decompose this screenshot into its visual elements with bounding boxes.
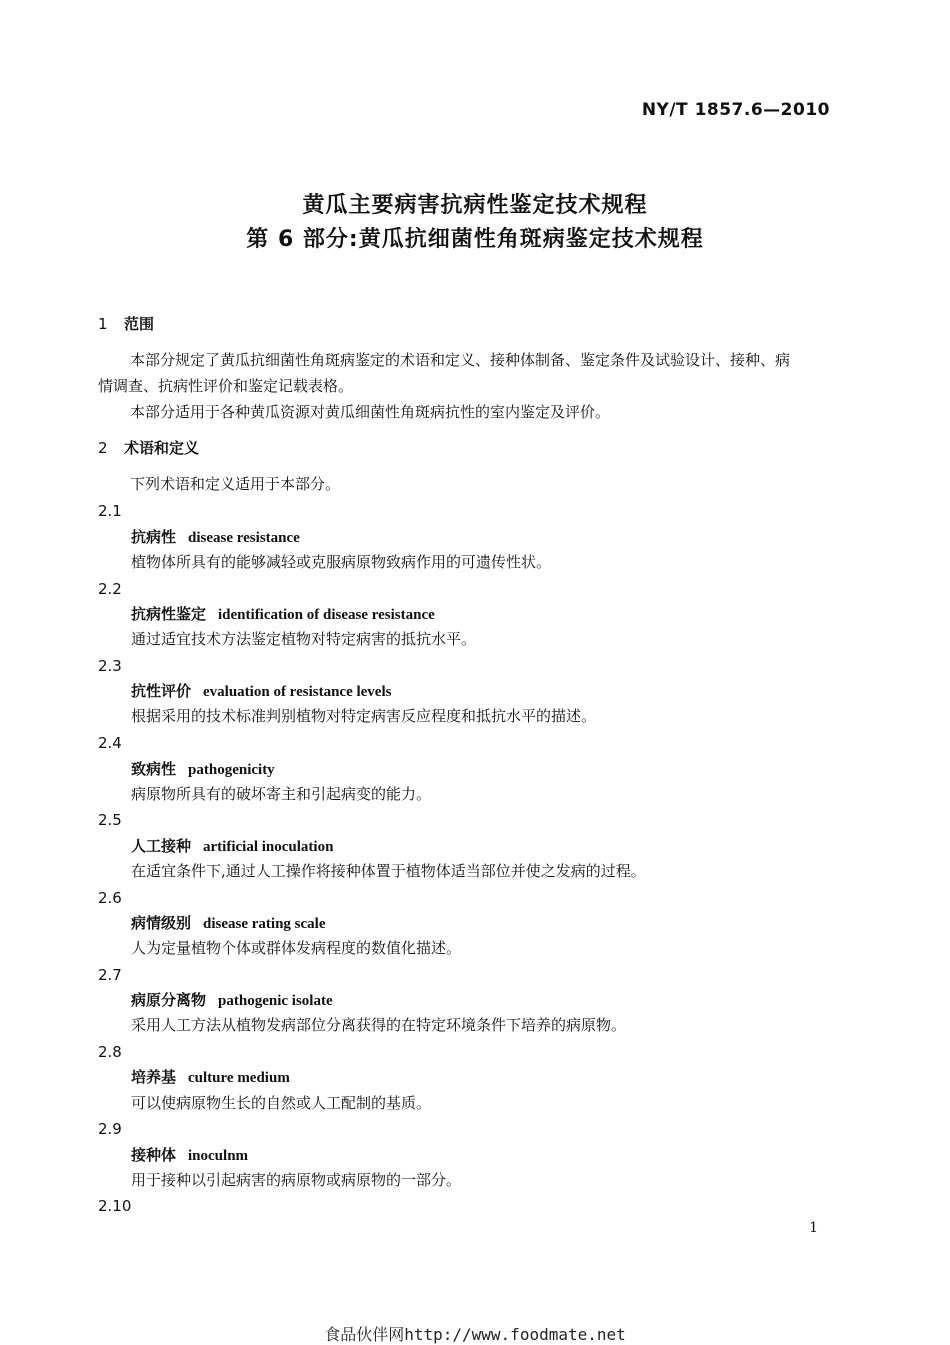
section-1-paragraph-1-cont bbox=[98, 376, 838, 396]
term-definition: 通过适宜技术方法鉴定植物对特定病害的抵抗水平。 bbox=[131, 630, 477, 648]
term-number: 2.5 bbox=[98, 811, 122, 829]
term-zh: 抗病性鉴定 bbox=[131, 605, 207, 623]
term-number: 2.8 bbox=[98, 1043, 122, 1061]
page-number: 1 bbox=[809, 1220, 818, 1236]
paragraph-line: 本部分规定了黄瓜抗细菌性角斑病鉴定的术语和定义、接种体制备、鉴定条件及试验设计、接种、病 bbox=[130, 351, 791, 369]
term-number: 2.7 bbox=[98, 966, 122, 984]
term-number: 2.10 bbox=[98, 1197, 132, 1215]
term-heading bbox=[131, 527, 300, 548]
term-zh: 抗性评价 bbox=[131, 682, 192, 700]
term-number: 2.9 bbox=[98, 1120, 122, 1138]
term-definition: 人为定量植物个体或群体发病程度的数值化描述。 bbox=[131, 939, 462, 957]
section-title: 术语和定义 bbox=[124, 439, 200, 457]
term-heading bbox=[131, 759, 275, 780]
term-heading bbox=[131, 1145, 248, 1166]
document-title: 黄瓜主要病害抗病性鉴定技术规程 bbox=[302, 193, 648, 218]
term-zh: 抗病性 bbox=[131, 528, 177, 546]
term-zh: 致病性 bbox=[131, 760, 177, 778]
section-1-paragraph-2 bbox=[98, 402, 838, 422]
section-number: 2 bbox=[98, 439, 108, 457]
term-en: disease rating scale bbox=[203, 916, 326, 932]
term-definition: 病原物所具有的破坏寄主和引起病变的能力。 bbox=[131, 785, 432, 803]
term-zh: 接种体 bbox=[131, 1146, 177, 1164]
term-en: disease resistance bbox=[188, 530, 300, 546]
term-heading bbox=[131, 990, 333, 1011]
section-2-heading bbox=[98, 438, 199, 458]
term-heading bbox=[131, 913, 326, 934]
footer-watermark: 食品伙伴网http://www.foodmate.net bbox=[324, 1325, 626, 1344]
term-number: 2.4 bbox=[98, 734, 122, 752]
term-en: pathogenic isolate bbox=[218, 993, 333, 1009]
term-en: artificial inoculation bbox=[203, 839, 334, 855]
section-1-paragraph-1 bbox=[98, 350, 838, 370]
term-zh: 病情级别 bbox=[131, 914, 192, 932]
term-zh: 病原分离物 bbox=[131, 991, 207, 1009]
term-definition: 植物体所具有的能够减轻或克服病原物致病作用的可遗传性状。 bbox=[131, 553, 552, 571]
term-heading bbox=[131, 836, 333, 857]
paragraph-line: 本部分适用于各种黄瓜资源对黄瓜细菌性角斑病抗性的室内鉴定及评价。 bbox=[130, 403, 611, 421]
term-en: identification of disease resistance bbox=[218, 607, 435, 623]
paragraph-line: 下列术语和定义适用于本部分。 bbox=[130, 475, 341, 493]
section-number: 1 bbox=[98, 315, 108, 333]
section-title: 范围 bbox=[124, 315, 155, 333]
term-number: 2.6 bbox=[98, 889, 122, 907]
term-definition: 在适宜条件下,通过人工操作将接种体置于植物体适当部位并使之发病的过程。 bbox=[131, 862, 646, 880]
term-en: culture medium bbox=[188, 1070, 290, 1086]
term-heading bbox=[131, 604, 435, 625]
paragraph-line: 情调查、抗病性评价和鉴定记载表格。 bbox=[98, 377, 354, 395]
standard-code: NY/T 1857.6—2010 bbox=[641, 100, 830, 120]
term-definition: 用于接种以引起病害的病原物或病原物的一部分。 bbox=[131, 1171, 462, 1189]
term-definition: 根据采用的技术标准判别植物对特定病害反应程度和抵抗水平的描述。 bbox=[131, 707, 597, 725]
term-number: 2.2 bbox=[98, 580, 122, 598]
term-heading bbox=[131, 681, 391, 702]
term-en: evaluation of resistance levels bbox=[203, 684, 392, 700]
document-subtitle: 第 6 部分:黄瓜抗细菌性角斑病鉴定技术规程 bbox=[246, 227, 704, 252]
term-definition: 采用人工方法从植物发病部位分离获得的在特定环境条件下培养的病原物。 bbox=[131, 1016, 627, 1034]
section-1-heading bbox=[98, 314, 154, 334]
term-zh: 培养基 bbox=[131, 1068, 177, 1086]
term-en: pathogenicity bbox=[188, 762, 275, 778]
term-definition: 可以使病原物生长的自然或人工配制的基质。 bbox=[131, 1094, 432, 1112]
term-heading bbox=[131, 1067, 290, 1088]
term-number: 2.3 bbox=[98, 657, 122, 675]
term-number: 2.1 bbox=[98, 502, 122, 520]
section-2-intro bbox=[98, 474, 838, 494]
term-en: inoculnm bbox=[188, 1148, 249, 1164]
term-zh: 人工接种 bbox=[131, 837, 192, 855]
